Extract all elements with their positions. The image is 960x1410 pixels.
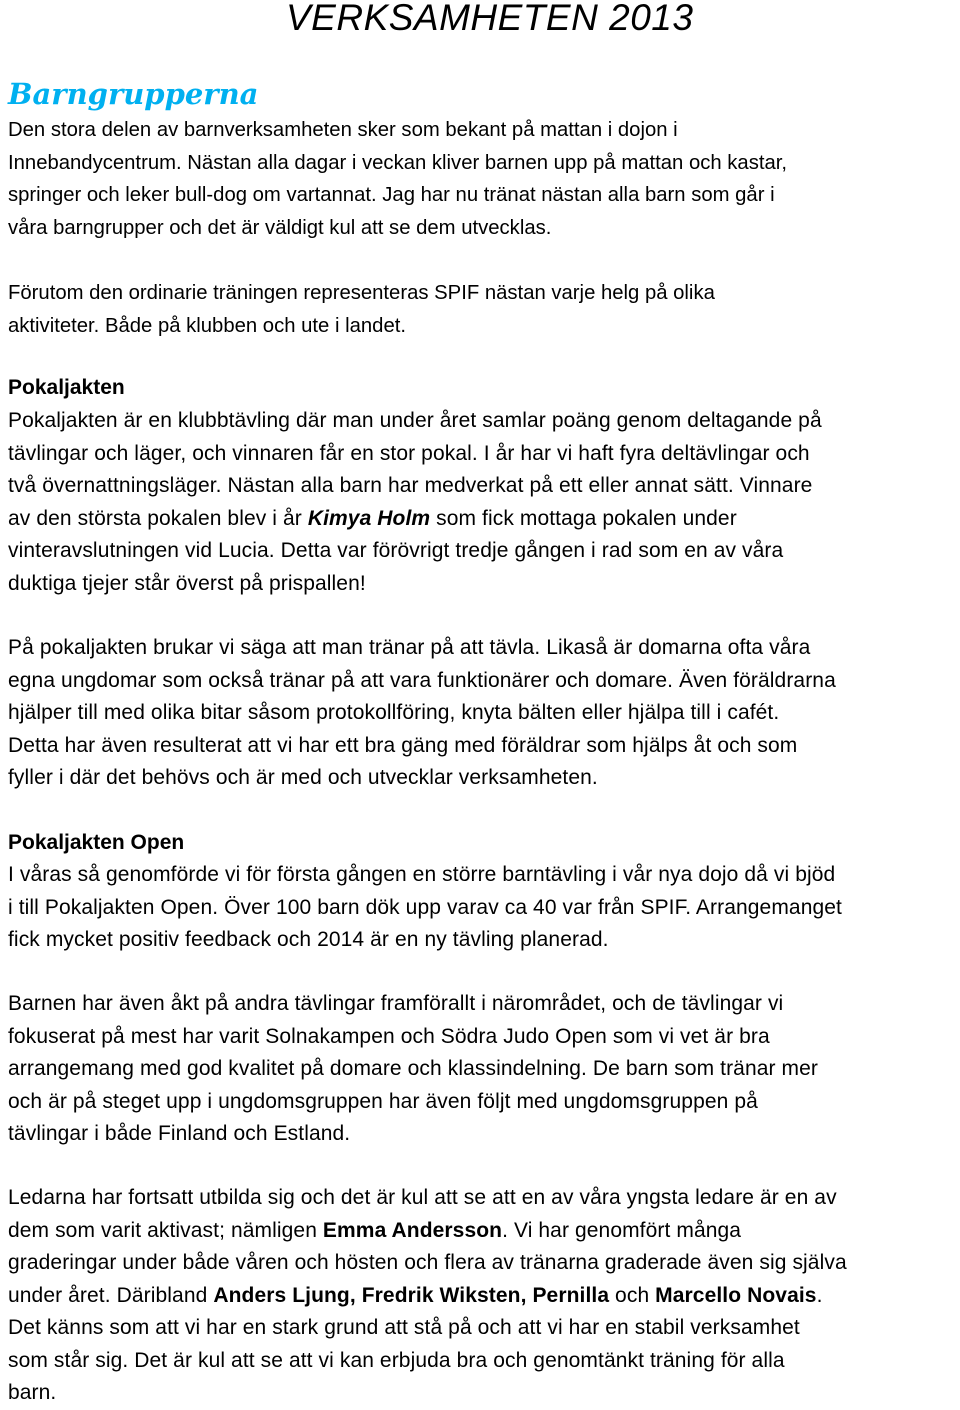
text-line	[8, 1215, 958, 1248]
text-line: tävlingar och läger, och vinnaren får en stor pokal. I år har vi haft fyra deltävlingar och	[8, 441, 810, 465]
graded-names: Anders Ljung, Fredrik Wiksten, Pernilla	[213, 1283, 610, 1307]
text-run: dem som varit aktivast; nämligen	[8, 1218, 323, 1242]
text-line: fick mycket positiv feedback och 2014 är en ny tävling planerad.	[8, 928, 609, 951]
intro-paragraph	[8, 114, 958, 244]
graded-name-last: Marcello Novais	[655, 1283, 817, 1307]
text-line: Innebandycentrum. Nästan alla dagar i veckan kliver barnen upp på mattan och kastar,	[8, 151, 788, 174]
text-line: duktiga tjejer står överst på prispallen!	[8, 571, 366, 595]
text-run: av den största pokalen blev i år	[8, 506, 308, 530]
text-line: springer och leker bull-dog om vartannat. Jag har nu tränat nästan alla barn som går i	[8, 184, 775, 206]
text-line: Förutom den ordinarie träningen representeras SPIF nästan varje helg på olika	[8, 282, 715, 304]
text-line: Barnen har även åkt på andra tävlingar framförallt i närområdet, och de tävlingar vi	[8, 992, 784, 1015]
text-line: fokuserat på mest har varit Solnakampen och Södra Judo Open som vi vet är bra	[8, 1024, 770, 1048]
text-line: våra barngrupper och det är väldigt kul att se dem utvecklas.	[8, 216, 552, 239]
leaders-paragraph	[8, 1182, 958, 1410]
text-line: i till Pokaljakten Open. Över 100 barn dök upp varav ca 40 var från SPIF. Arrangemanget	[8, 895, 842, 919]
text-line: Det känns som att vi har en stark grund att stå på och att vi har en stabil verksamhet	[8, 1316, 800, 1339]
text-line: graderingar under både våren och hösten och flera av tränarna graderade även sig själva	[8, 1251, 847, 1274]
text-line: vinteravslutningen vid Lucia. Detta var förövrigt tredje gången i rad som en av våra	[8, 539, 784, 562]
activities-paragraph	[8, 277, 958, 342]
leader-name: Emma Andersson	[322, 1218, 503, 1242]
competing-paragraph	[8, 632, 958, 795]
text-line: I våras så genomförde vi för första gången en större barntävling i vår nya dojo då vi bjöd	[8, 863, 836, 886]
text-line: arrangemang med god kvalitet på domare och klassindelning. De barn som tränar mer	[8, 1057, 819, 1080]
text-line	[8, 1280, 958, 1313]
document-title: VERKSAMHETEN 2013	[286, 0, 694, 38]
section-title: Barngrupperna	[8, 77, 259, 111]
text-line: tävlingar i både Finland och Estland.	[8, 1122, 351, 1145]
text-line: Pokaljakten är en klubbtävling där man under året samlar poäng genom deltagande på	[8, 409, 822, 432]
text-line: barn.	[8, 1381, 57, 1404]
text-line: Ledarna har fortsatt utbilda sig och det är kul att se att en av våra yngsta ledare är en av	[8, 1186, 837, 1209]
other-competitions-paragraph	[8, 988, 958, 1151]
text-line: På pokaljakten brukar vi säga att man tränar på att tävla. Likaså är domarna ofta våra	[8, 636, 811, 659]
text-line: två övernattningsläger. Nästan alla barn har medverkat på ett eller annat sätt. Vinnare	[8, 474, 813, 497]
pokaljakten-heading: Pokaljakten	[8, 376, 125, 399]
text-line: som står sig. Det är kul att se att vi kan erbjuda bra och genomtänkt träning för alla	[8, 1348, 785, 1372]
text-line: egna ungdomar som också tränar på att vara funktionärer och domare. Även föräldrarna	[8, 668, 836, 692]
text-line: fyller i där det behövs och är med och utvecklar verksamheten.	[8, 766, 598, 789]
text-run: .	[816, 1283, 823, 1307]
pokaljakten-paragraph	[8, 405, 958, 600]
winner-name: Kimya Holm	[307, 506, 431, 530]
text-line: hjälper till med olika bitar såsom protokollföring, knyta bälten eller hjälpa till i cafét.	[8, 701, 780, 724]
text-run: under året. Däribland	[8, 1283, 214, 1307]
pokaljakten-open-paragraph	[8, 859, 958, 957]
text-line	[8, 503, 958, 536]
text-run: . Vi har genomfört många	[502, 1218, 742, 1242]
text-run: som fick mottaga pokalen under	[430, 506, 737, 530]
pokaljakten-open-heading: Pokaljakten Open	[8, 831, 185, 854]
text-run: och	[609, 1283, 656, 1307]
text-line: och är på steget upp i ungdomsgruppen har även följt med ungdomsgruppen på	[8, 1089, 758, 1113]
text-line: aktiviteter. Både på klubben och ute i landet.	[8, 314, 407, 337]
text-line: Detta har även resulterat att vi har ett bra gäng med föräldrar som hjälps åt och som	[8, 733, 798, 757]
text-line: Den stora delen av barnverksamheten sker som bekant på mattan i dojon i	[8, 119, 678, 141]
